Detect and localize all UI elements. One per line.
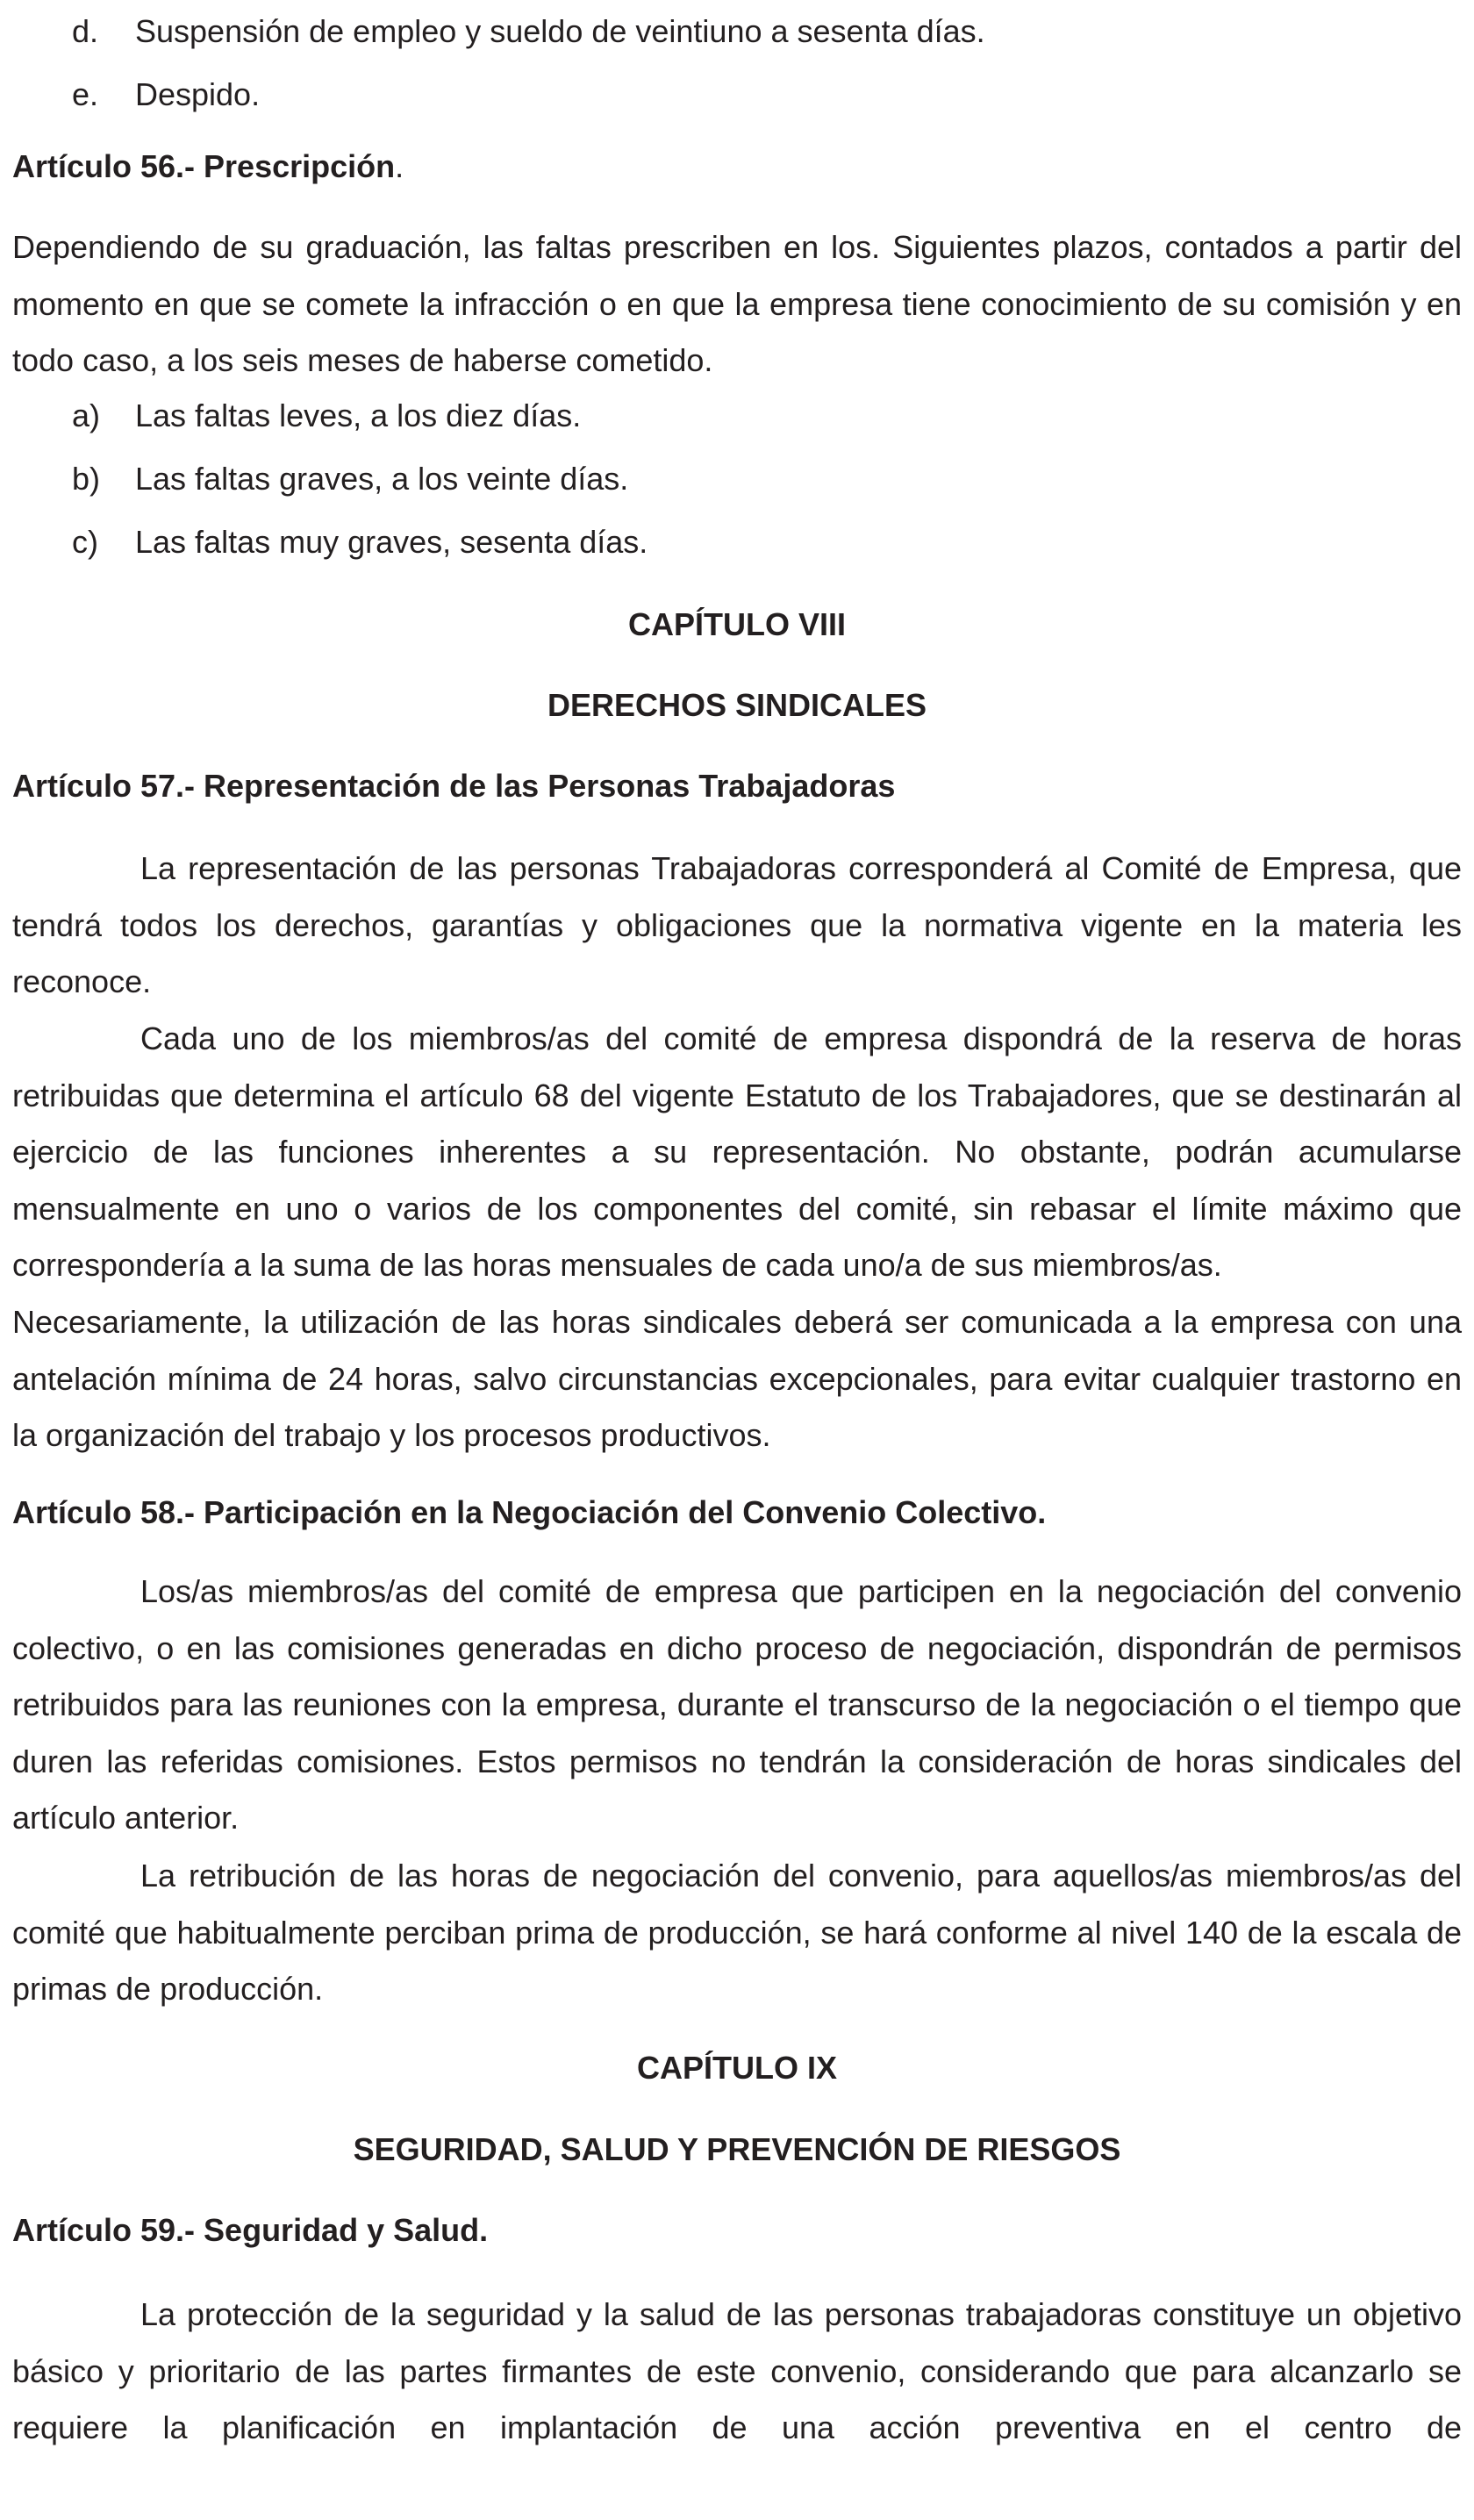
chapter-8-number: CAPÍTULO VIII xyxy=(627,606,846,642)
list-marker: d. xyxy=(72,13,99,49)
list-top xyxy=(12,0,1462,126)
list-marker: a) xyxy=(72,397,101,433)
list-item-b xyxy=(12,447,1462,511)
article-56-list xyxy=(12,384,1462,574)
article-59-heading: Artículo 59.- Seguridad y Salud. xyxy=(12,2212,489,2248)
list-item-e xyxy=(12,63,1462,126)
article-58-paragraph-1: Los/as miembros/as del comité de empresa que participen en la negociación del convenio colectivo, o en las comisiones generadas en dicho proceso de negociación, dispondrán de permisos retribuidos para las reuniones con la empresa, durante el transcurso de la negociación o el tiempo que duren las referidas comisiones. Estos permisos no tendrán la consideración de horas sindicales del artículo anterior. xyxy=(12,1573,1462,1836)
list-marker: e. xyxy=(72,76,99,112)
list-text: Las faltas muy graves, sesenta días. xyxy=(135,524,648,560)
list-item-d xyxy=(12,0,1462,63)
list-item-a xyxy=(12,384,1462,447)
list-marker: c) xyxy=(72,524,98,560)
article-57-heading: Artículo 57.- Representación de las Personas Trabajadoras xyxy=(12,768,896,804)
list-text: Las faltas graves, a los veinte días. xyxy=(135,461,629,497)
list-text: Despido. xyxy=(135,76,261,112)
article-56-heading xyxy=(12,139,404,195)
list-text: Suspensión de empleo y sueldo de veintiuno a sesenta días. xyxy=(135,13,985,49)
list-text: Las faltas leves, a los diez días. xyxy=(135,397,582,433)
article-56-heading-tail: . xyxy=(395,148,404,184)
article-58-paragraph-2: La retribución de las horas de negociación del convenio, para aquellos/as miembros/as del comité que habitualmente perciban prima de producción, se hará conforme al nivel 140 de la escala de primas de producción. xyxy=(12,1858,1462,2007)
article-58-heading: Artículo 58.- Participación en la Negociación del Convenio Colectivo. xyxy=(12,1494,1047,1530)
article-59-paragraph-1: La protección de la seguridad y la salud de las personas trabajadoras constituye un objetivo básico y prioritario de las partes firmantes de este convenio, considerando que para alcanzarlo se requiere la planificación en implantación de una acción preventiva en el centro de xyxy=(12,2296,1462,2445)
article-57-paragraph-3: Necesariamente, la utilización de las horas sindicales deberá ser comunicada a la empresa con una antelación mínima de 24 horas, salvo circunstancias excepcionales, para evitar cualquier trastorno en la organización del trabajo y los procesos productivos. xyxy=(12,1304,1462,1453)
list-item-c xyxy=(12,511,1462,574)
list-marker: b) xyxy=(72,461,101,497)
chapter-9-number: CAPÍTULO IX xyxy=(636,2050,837,2086)
article-57-paragraph-1: La representación de las personas Trabajadoras corresponderá al Comité de Empresa, que tendrá todos los derechos, garantías y obligaciones que la normativa vigente en la materia les reconoce. xyxy=(12,850,1462,999)
article-56-body: Dependiendo de su graduación, las faltas prescriben en los. Siguientes plazos, contados a partir del momento en que se comete la infracción o en que la empresa tiene conocimiento de su comisión y en todo caso, a los seis meses de haberse cometido. xyxy=(12,229,1462,378)
chapter-9-title: SEGURIDAD, SALUD Y PREVENCIÓN DE RIESGOS xyxy=(353,2131,1121,2167)
article-57-paragraph-2: Cada uno de los miembros/as del comité de empresa dispondrá de la reserva de horas retribuidas que determina el artículo 68 del vigente Estatuto de los Trabajadores, que se destinarán al ejercicio de las funciones inherentes a su representación. No obstante, podrán acumularse mensualmente en uno o varios de los componentes del comité, sin rebasar el límite máximo que correspondería a la suma de las horas mensuales de cada uno/a de sus miembros/as. xyxy=(12,1020,1462,1283)
article-56-heading-bold: Artículo 56.- Prescripción xyxy=(12,148,396,184)
chapter-8-title: DERECHOS SINDICALES xyxy=(547,687,927,723)
